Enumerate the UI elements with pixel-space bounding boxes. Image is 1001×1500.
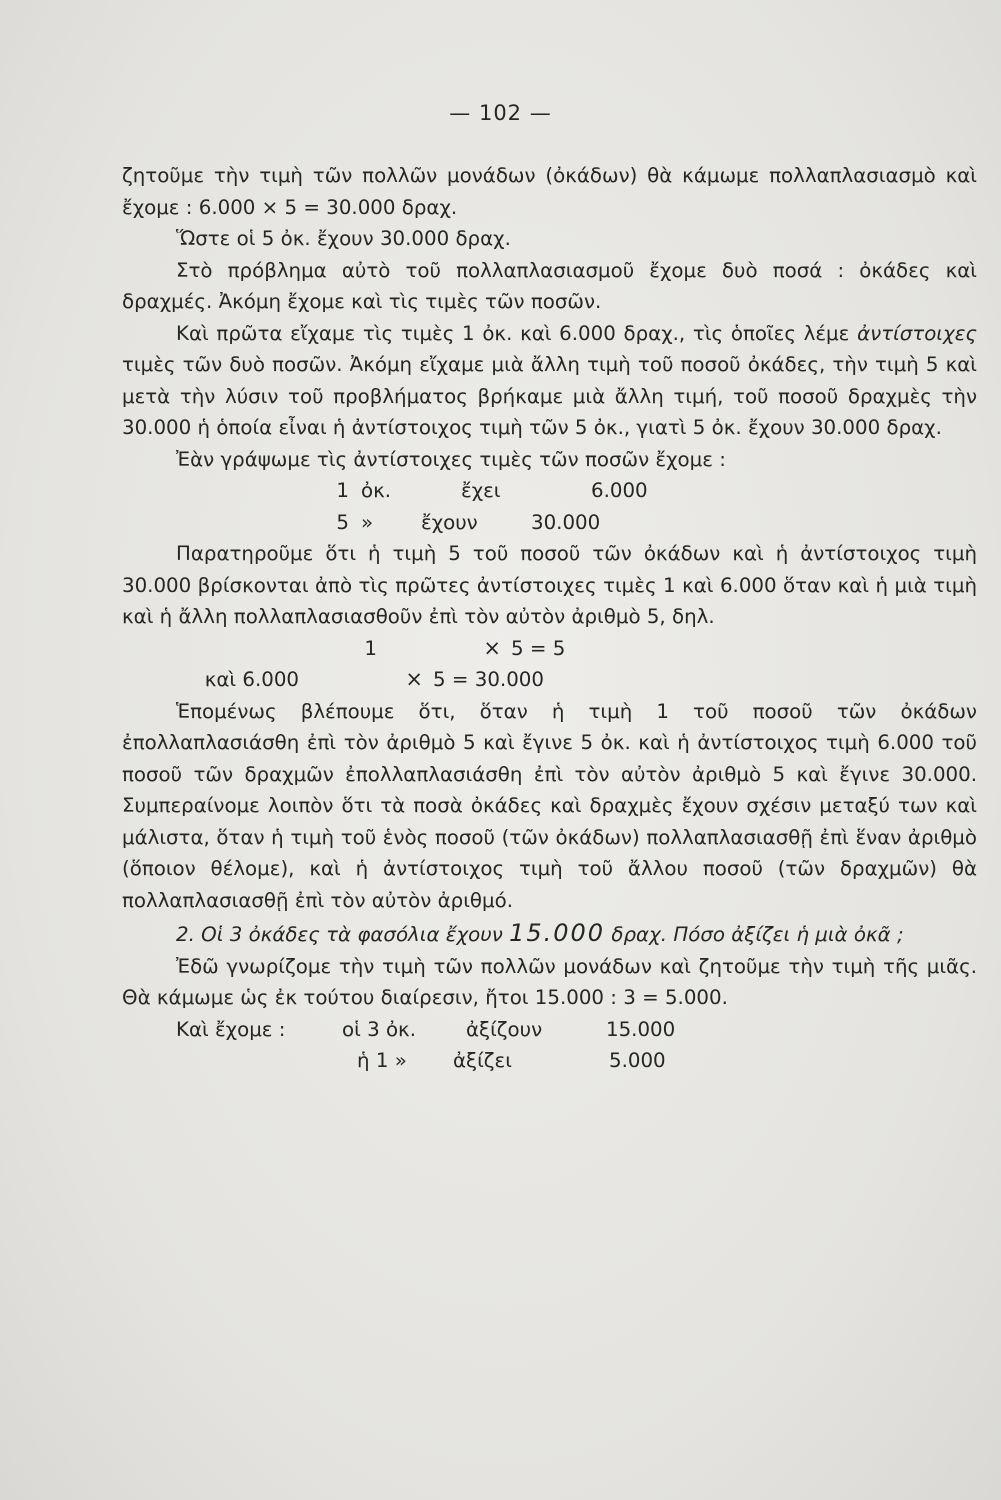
final-quantity: ἡ 1 »	[357, 1049, 407, 1072]
final-quantity: οἱ 3 ὀκ.	[342, 1017, 417, 1041]
page-number: — 102 —	[449, 101, 552, 125]
problem-number: 2.	[176, 923, 195, 946]
example-quantity: 1	[336, 479, 349, 502]
example-verb: ἔχουν	[421, 510, 478, 534]
final-verb: ἀξίζουν	[466, 1017, 543, 1041]
example-unit: ὀκ.	[361, 479, 392, 502]
multiplication-row-2	[122, 664, 977, 696]
example-value: 30.000	[531, 510, 601, 534]
times-sign: ×	[483, 635, 501, 660]
paragraph-write-values: Ἐὰν γράψωμε τὶς ἀντίστοιχες τιμὲς τῶν ποσῶν ἔχομε :	[176, 447, 726, 471]
example-unit: »	[361, 510, 374, 534]
paragraph-corresponding-values	[122, 318, 977, 444]
final-row-2	[122, 1045, 977, 1077]
final-verb: ἀξίζει	[453, 1049, 512, 1072]
final-value: 5.000	[609, 1049, 666, 1072]
multiplication-left: 1	[364, 636, 377, 660]
text-after: τιμὲς τῶν δυὸ ποσῶν. Ἀκόμη εἴχαμε μιὰ ἄλλη τιμὴ τοῦ ποσοῦ ὀκάδες, τὴν τιμὴ 5 καὶ μετὰ τὴν λύσιν τοῦ προβλήματος βρήκαμε μιὰ ἄλλη τιμή, τοῦ ποσοῦ δραχμὲς τὴν 30.000 ἡ ὁποία εἶναι ἡ ἀντίστοιχος τιμὴ τῶν 5 ὀκ., γιατὶ 5 ὀκ. ἔχουν 30.000 δραχ.	[122, 353, 977, 439]
example-value: 6.000	[591, 479, 648, 502]
final-intro: Καὶ ἔχομε :	[176, 1017, 286, 1041]
multiplication-right: 5 = 30.000	[433, 668, 544, 691]
paragraph-division: Ἐδῶ γνωρίζομε τὴν τιμὴ τῶν πολλῶν μονάδων καὶ ζητοῦμε τὴν τιμὴ τῆς μιᾶς. Θὰ κάμωμε ὡς ἐκ τούτου διαίρεσιν, ἤτοι 15.000 : 3 = 5.000.	[122, 954, 977, 1009]
multiplication-row-1	[122, 633, 977, 665]
paragraph-quantities: Στὸ πρόβλημα αὐτὸ τοῦ πολλαπλασιασμοῦ ἔχομε δυὸ ποσά : ὀκάδες καὶ δραχμές. Ἀκόμη ἔχομε καὶ τὶς τιμὲς τῶν ποσῶν.	[122, 258, 977, 313]
paragraph-conclusion: Ἑπομένως βλέπουμε ὅτι, ὅταν ἡ τιμὴ 1 τοῦ ποσοῦ τῶν ὀκάδων ἐπολλαπλασιάσθη ἐπὶ τὸν ἀριθμὸ 5 καὶ ἔγινε 5 ὀκ. καὶ ἡ ἀντίστοιχος τιμὴ 6.000 τοῦ ποσοῦ τῶν δραχμῶν ἐπολλαπλασιάσθη ἐπὶ τὸν αὐτὸν ἀριθμὸ 5 καὶ ἔγινε 30.000. Συμπεραίνομε λοιπὸν ὅτι τὰ ποσὰ ὀκάδες καὶ δραχμὲς ἔχουν σχέσιν μεταξύ των καὶ μάλιστα, ὅταν ἡ τιμὴ τοῦ ἑνὸς ποσοῦ (τῶν ὀκάδων) πολλαπλασιασθῇ ἐπὶ ἕναν ἀριθμὸ (ὅποιον θέλομε), καὶ ἡ ἀντίστοιχος τιμὴ τοῦ ἄλλου ποσοῦ (τῶν δραχμῶν) θὰ πολλαπλασιασθῇ ἐπὶ τὸν αὐτὸν ἀριθμό.	[122, 699, 977, 912]
example-row-2	[122, 507, 977, 539]
problem-text-end: δραχ. Πόσο ἀξίζει ἡ μιὰ ὀκᾶ ;	[611, 923, 904, 946]
problem-amount: 15.000	[509, 919, 606, 947]
multiplication-right: 5 = 5	[511, 636, 566, 660]
times-sign: ×	[405, 667, 423, 691]
example-verb: ἔχει	[461, 479, 501, 502]
problem-text-start: Οἱ 3 ὀκάδες τὰ φασόλια ἔχουν	[201, 923, 503, 946]
text-before: Καὶ πρῶτα εἴχαμε τὶς τιμὲς 1 ὀκ. καὶ 6.000 δραχ., τὶς ὁποῖες λέμε	[176, 321, 850, 345]
example-quantity: 5	[336, 510, 349, 534]
final-value: 15.000	[606, 1017, 676, 1041]
final-row-1	[122, 1014, 977, 1046]
page-body	[122, 160, 977, 1077]
paragraph-observation: Παρατηροῦμε ὅτι ἡ τιμὴ 5 τοῦ ποσοῦ τῶν ὀκάδων καὶ ἡ ἀντίστοιχος τιμὴ 30.000 βρίσκονται ἀπὸ τὶς πρῶτες ἀντίστοιχες τιμὲς 1 καὶ 6.000 ὅταν καὶ ἡ μιὰ τιμὴ καὶ ἡ ἄλλη πολλαπλασιασθοῦν ἐπὶ τὸν αὐτὸν ἀριθμὸ 5, δηλ.	[122, 542, 977, 628]
example-row-1	[122, 475, 977, 507]
paragraph-continuation: ζητοῦμε τὴν τιμὴ τῶν πολλῶν μονάδων (ὀκάδων) θὰ κάμωμε πολλαπλασιασμὸ καὶ ἔχομε : 6.000 × 5 = 30.000 δραχ.	[122, 164, 977, 219]
paragraph-result: Ὥστε οἱ 5 ὀκ. ἔχουν 30.000 δραχ.	[176, 227, 511, 250]
emphasized-term: ἀντίστοιχες	[857, 321, 978, 345]
problem-2-heading	[122, 918, 977, 951]
multiplication-left: καὶ 6.000	[204, 668, 299, 691]
